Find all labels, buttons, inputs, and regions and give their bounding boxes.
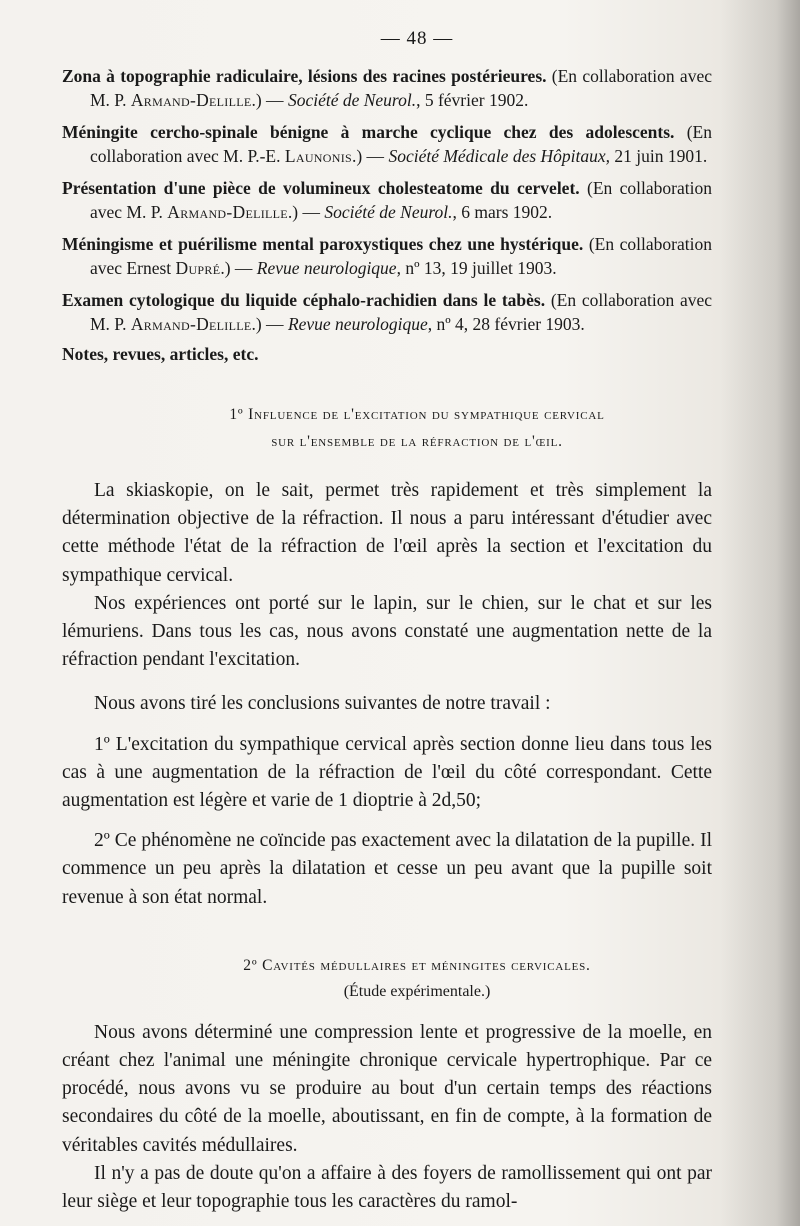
section-1-paragraph: Nos expériences ont porté sur le lapin, sur le chien, sur le chat et sur les lémuriens. Dans tous les cas, nous avons constaté une augmentation nette de la réfraction pendant l'excitation. — [62, 592, 712, 671]
entry-collab-suffix: .) — — [351, 146, 385, 166]
entry-title: Examen cytologique du liquide céphalo-rachidien dans le tabès. — [62, 290, 546, 310]
entry-collab-prefix: (En collaboration avec M. P. — [90, 66, 712, 110]
section-1-heading-line-2: sur l'ensemble de la réfraction de l'œil. — [271, 433, 563, 450]
entry-collaborator: Armand-Delille — [130, 90, 252, 110]
section-2-paragraph: Il n'y a pas de doute qu'on a affaire à des foyers de ramollissement qui ont par leur siège et leur topographie tous les caractères du ramol- — [62, 1162, 712, 1213]
page-number: — 48 — — [380, 28, 454, 49]
entry-journal: Revue neurologique — [256, 258, 397, 278]
entry-title: Méningite cercho-spinale bénigne à marche cyclique chez des adolescents. — [62, 122, 675, 142]
entry-collaborator: Launonis — [284, 146, 352, 166]
section-2-heading: 2º Cavités médullaires et méningites cervicales. — [243, 956, 591, 974]
entry-collab-suffix: .) — — [251, 90, 284, 110]
bibliography-entry — [62, 232, 712, 280]
bibliography-entry — [62, 288, 712, 336]
entry-date: 21 juin 1901. — [614, 146, 708, 166]
bibliography-entry — [62, 120, 712, 168]
section-1-heading-line-1: 1º Influence de l'excitation du sympathique cervical — [229, 406, 605, 423]
conclusion-1: 1º L'excitation du sympathique cervical après section donne lieu dans tous les cas à une augmentation de la réfraction de l'œil du côté correspondant. Cette augmentation est légère et varie de 1 dioptrie à 2d,50; — [62, 733, 712, 812]
entry-date: , 5 février 1902. — [416, 90, 529, 110]
entry-collab-suffix: .) — — [287, 202, 320, 222]
bibliography-entry — [62, 176, 712, 224]
entry-date: , nº 13, 19 juillet 1903. — [396, 258, 557, 278]
section-2-subheading: (Étude expérimentale.) — [343, 982, 491, 1000]
entry-journal: Société Médicale des Hôpitaux, — [388, 146, 611, 166]
entry-collab-prefix: (En collaboration avec M. P. — [90, 178, 712, 222]
entry-collab-prefix: (En collaboration avec M. P. — [90, 290, 712, 334]
entry-collaborator: Armand-Delille — [167, 202, 288, 222]
entry-title: Zona à topographie radiculaire, lésions des racines postérieures. — [62, 66, 547, 86]
conclusion-2: 2º Ce phénomène ne coïncide pas exactement avec la dilatation de la pupille. Il commence un peu après la dilatation et cesse un peu avant que la pupille soit revenue à son état normal. — [62, 830, 712, 908]
entry-title: Présentation d'une pièce de volumineux cholesteatome du cervelet. — [62, 178, 580, 198]
notes-heading: Notes, revues, articles, etc. — [62, 344, 259, 364]
section-1-heading — [122, 401, 712, 455]
entry-journal: Société de Neurol. — [287, 90, 417, 110]
section-2-paragraph: Nous avons déterminé une compression lente et progressive de la moelle, en créant chez l'animal une méningite chronique cervicale hypertrophique. Par ce procédé, nous avons vu se produire au bout d'un certain temps des réactions secondaires du côté de la moelle, aboutissant, en fin de compte, à la formation de véritables cavités médullaires. — [62, 1021, 712, 1156]
entry-journal: Société de Neurol. — [324, 202, 453, 222]
entry-collab-prefix: (En collaboration avec Ernest — [90, 234, 712, 278]
entry-collaborator: Armand-Delille — [130, 314, 252, 334]
entry-collab-suffix: .) — — [251, 314, 284, 334]
entry-date: , 6 mars 1902. — [452, 202, 553, 222]
entry-date: , nº 4, 28 février 1903. — [427, 314, 585, 334]
section-1-paragraph: Nous avons tiré les conclusions suivantes de notre travail : — [94, 693, 551, 715]
entry-collab-suffix: .) — — [220, 258, 253, 278]
bibliography-entry — [62, 64, 712, 112]
entry-title: Méningisme et puérilisme mental paroxystiques chez une hystérique. — [62, 234, 584, 254]
entry-collaborator: Dupré — [175, 258, 221, 278]
entry-journal: Revue neurologique — [287, 314, 428, 334]
section-1-paragraph: La skiaskopie, on le sait, permet très rapidement et très simplement la détermination objective de la réfraction. Il nous a paru intéressant d'étudier avec cette méthode l'état de la réfraction de l'œil après la section et l'excitation du sympathique cervical. — [62, 480, 712, 586]
entry-collab-prefix: (En collaboration avec M. P.-E. — [90, 122, 712, 166]
